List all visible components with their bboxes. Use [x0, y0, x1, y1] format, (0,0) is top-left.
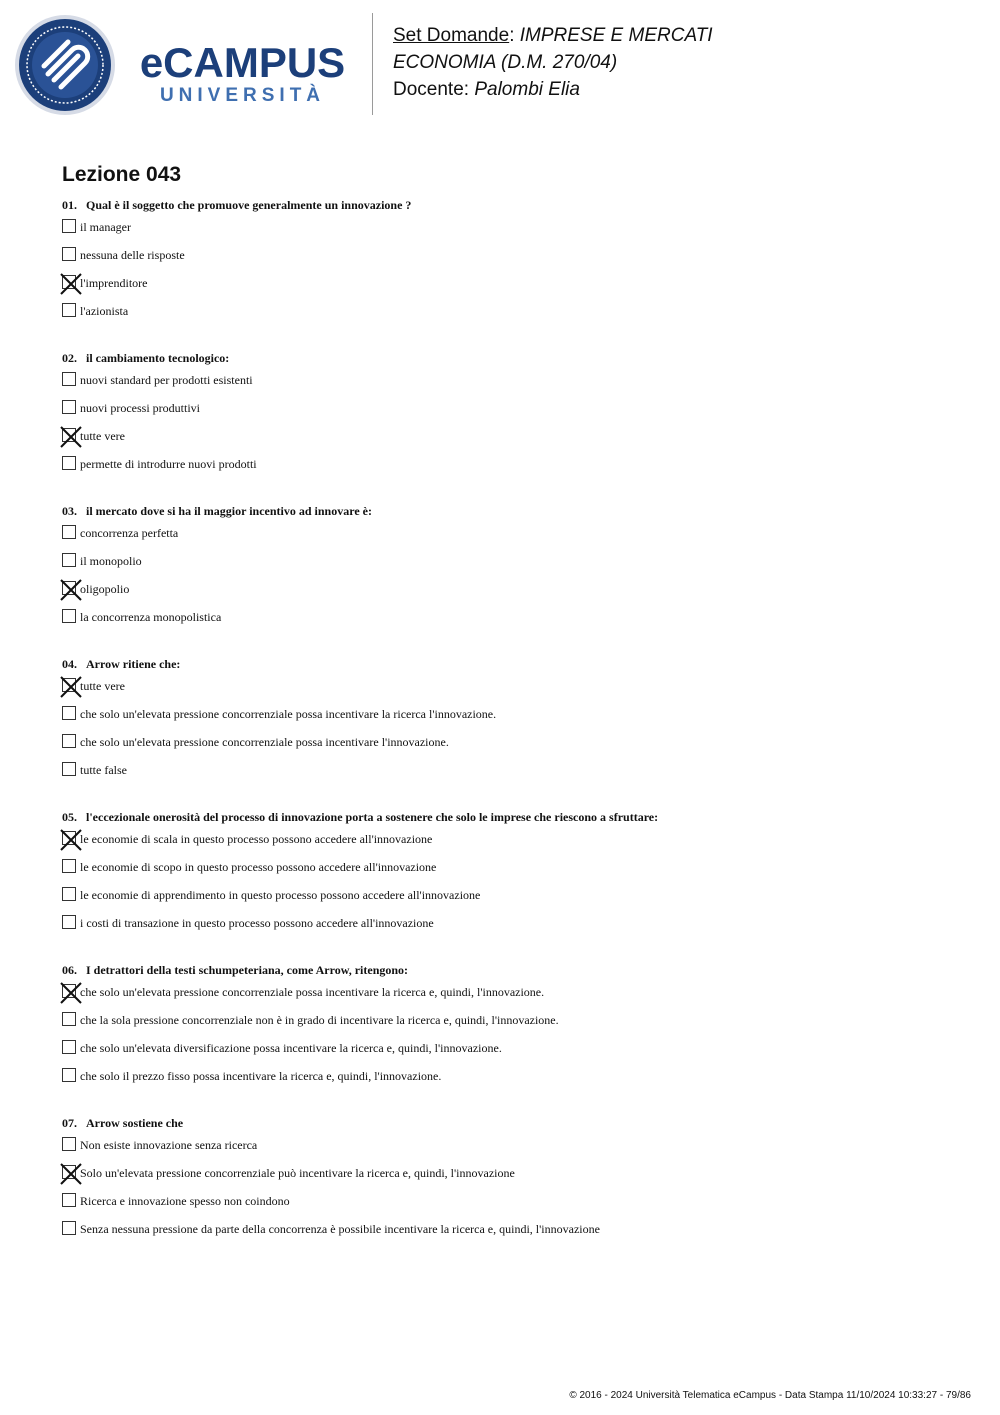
brand-name: eCAMPUS [139, 39, 346, 86]
answer-option[interactable] [62, 371, 962, 399]
option-label: che solo il prezzo fisso possa incentivare la ricerca e, quindi, l'innovazione. [80, 1069, 442, 1083]
option-label: nessuna delle risposte [80, 248, 185, 262]
option-label: che solo un'elevata pressione concorrenziale possa incentivare l'innovazione. [80, 735, 449, 749]
question-text [62, 502, 962, 520]
question-block [62, 655, 962, 789]
answer-option[interactable] [62, 580, 962, 608]
answer-option[interactable] [62, 399, 962, 427]
question-label: l'eccezionale onerosità del processo di innovazione porta a sostenere che solo le imprese che riescono a sfruttare: [86, 810, 659, 824]
question-label: I detrattori della testi schumpeteriana, come Arrow, ritengono: [86, 963, 409, 977]
question-text [62, 196, 962, 214]
answer-option[interactable] [62, 524, 962, 552]
checkbox[interactable] [62, 1068, 76, 1082]
question-text [62, 1114, 962, 1132]
cross-mark-icon [60, 1163, 82, 1185]
set-label: Set Domande [393, 25, 510, 46]
answer-option[interactable] [62, 1220, 962, 1248]
teacher-name: Palombi Elia [474, 79, 580, 100]
option-label: nuovi standard per prodotti esistenti [80, 373, 253, 387]
lesson-title: Lezione 043 [62, 163, 182, 186]
question-number: 06. [62, 963, 77, 977]
answer-option[interactable] [62, 552, 962, 580]
checkbox[interactable] [62, 609, 76, 623]
checkbox[interactable] [62, 553, 76, 567]
option-label: il monopolio [80, 554, 142, 568]
answer-option[interactable] [62, 246, 962, 274]
checkbox[interactable] [62, 219, 76, 233]
answer-option[interactable] [62, 830, 962, 858]
checked-checkbox[interactable] [62, 428, 76, 442]
question-text [62, 349, 962, 367]
answer-option[interactable] [62, 1039, 962, 1067]
brand-subtitle: UNIVERSITÀ [159, 85, 326, 106]
answer-option[interactable] [62, 302, 962, 330]
option-label: Senza nessuna pressione da parte della concorrenza è possibile incentivare la ricerca e, quindi, l'innovazione [80, 1222, 600, 1236]
question-number: 03. [62, 504, 77, 518]
question-label: il mercato dove si ha il maggior incentivo ad innovare è: [86, 504, 372, 518]
course-line [393, 49, 713, 76]
answer-option[interactable] [62, 705, 962, 733]
option-label: tutte vere [80, 679, 125, 693]
option-label: i costi di transazione in questo processo possono accedere all'innovazione [80, 916, 434, 930]
cross-mark-icon [60, 982, 82, 1004]
option-label: le economie di scala in questo processo possono accedere all'innovazione [80, 832, 433, 846]
checkbox[interactable] [62, 1012, 76, 1026]
checked-checkbox[interactable] [62, 275, 76, 289]
answer-option[interactable] [62, 1011, 962, 1039]
course-name: ECONOMIA (D.M. 270/04) [393, 52, 618, 73]
option-label: Non esiste innovazione senza ricerca [80, 1138, 258, 1152]
answer-option[interactable] [62, 677, 962, 705]
checkbox[interactable] [62, 706, 76, 720]
checkbox[interactable] [62, 734, 76, 748]
option-label: le economie di scopo in questo processo possono accedere all'innovazione [80, 860, 437, 874]
teacher-label: Docente [393, 79, 464, 100]
checked-checkbox[interactable] [62, 581, 76, 595]
option-label: l'imprenditore [80, 276, 148, 290]
page-footer: © 2016 - 2024 Università Telematica eCampus - Data Stampa 11/10/2024 10:33:27 - 79/86 [569, 1390, 971, 1401]
cross-mark-icon [60, 829, 82, 851]
checkbox[interactable] [62, 887, 76, 901]
question-list [62, 196, 962, 1267]
question-label: Arrow ritiene che: [86, 657, 181, 671]
option-label: Ricerca e innovazione spesso non coindono [80, 1194, 290, 1208]
question-number: 02. [62, 351, 77, 365]
question-block [62, 502, 962, 636]
checkbox[interactable] [62, 247, 76, 261]
checkbox[interactable] [62, 915, 76, 929]
brand-wordmark [130, 40, 355, 108]
cross-mark-icon [60, 426, 82, 448]
option-label: le economie di apprendimento in questo processo possono accedere all'innovazione [80, 888, 481, 902]
checkbox[interactable] [62, 762, 76, 776]
question-text [62, 961, 962, 979]
option-label: tutte false [80, 763, 127, 777]
checkbox[interactable] [62, 303, 76, 317]
question-label: Qual è il soggetto che promuove generalmente un innovazione ? [86, 198, 412, 212]
option-label: l'azionista [80, 304, 129, 318]
option-label: permette di introdurre nuovi prodotti [80, 457, 257, 471]
checkbox[interactable] [62, 372, 76, 386]
answer-option[interactable] [62, 733, 962, 761]
option-label: il manager [80, 220, 131, 234]
question-number: 07. [62, 1116, 77, 1130]
header-divider [372, 13, 373, 115]
answer-option[interactable] [62, 274, 962, 302]
answer-option[interactable] [62, 761, 962, 789]
question-label: Arrow sostiene che [86, 1116, 184, 1130]
option-label: che solo un'elevata pressione concorrenziale possa incentivare la ricerca e, quindi, l'innovazione. [80, 985, 545, 999]
checkbox[interactable] [62, 859, 76, 873]
checked-checkbox[interactable] [62, 1165, 76, 1179]
checkbox[interactable] [62, 1040, 76, 1054]
cross-mark-icon [60, 273, 82, 295]
question-block [62, 961, 962, 1095]
checkbox[interactable] [62, 1221, 76, 1235]
answer-option[interactable] [62, 983, 962, 1011]
question-text [62, 808, 962, 826]
question-block [62, 808, 962, 942]
cross-mark-icon [60, 676, 82, 698]
checkbox[interactable] [62, 456, 76, 470]
question-block [62, 196, 962, 330]
question-block [62, 1114, 962, 1248]
question-number: 01. [62, 198, 77, 212]
answer-option[interactable] [62, 914, 962, 942]
question-number: 05. [62, 810, 77, 824]
header-info [393, 22, 713, 103]
checked-checkbox[interactable] [62, 984, 76, 998]
answer-option[interactable] [62, 455, 962, 483]
answer-option[interactable] [62, 1164, 962, 1192]
answer-option[interactable] [62, 608, 962, 636]
checkbox[interactable] [62, 525, 76, 539]
option-label: che la sola pressione concorrenziale non è in grado di incentivare la ricerca e, quindi, l'innovazione. [80, 1013, 559, 1027]
cross-mark-icon [60, 579, 82, 601]
answer-option[interactable] [62, 427, 962, 455]
question-text [62, 655, 962, 673]
set-line: Set Domande: IMPRESE E MERCATI [393, 25, 713, 46]
option-label: la concorrenza monopolistica [80, 610, 222, 624]
checkbox[interactable] [62, 1193, 76, 1207]
answer-option[interactable] [62, 1192, 962, 1220]
question-number: 04. [62, 657, 77, 671]
answer-option[interactable] [62, 218, 962, 246]
checked-checkbox[interactable] [62, 831, 76, 845]
answer-option[interactable] [62, 858, 962, 886]
option-label: concorrenza perfetta [80, 526, 179, 540]
option-label: oligopolio [80, 582, 130, 596]
question-label: il cambiamento tecnologico: [86, 351, 230, 365]
question-block [62, 349, 962, 483]
answer-option[interactable] [62, 1067, 962, 1095]
checkbox[interactable] [62, 400, 76, 414]
answer-option[interactable] [62, 886, 962, 914]
option-label: Solo un'elevata pressione concorrenziale può incentivare la ricerca e, quindi, l'innovazione [80, 1166, 515, 1180]
option-label: che solo un'elevata pressione concorrenziale possa incentivare la ricerca l'innovazione. [80, 707, 497, 721]
set-value: IMPRESE E MERCATI [519, 25, 713, 46]
checked-checkbox[interactable] [62, 678, 76, 692]
option-label: che solo un'elevata diversificazione possa incentivare la ricerca e, quindi, l'innovazione. [80, 1041, 502, 1055]
teacher-line: Docente: Palombi Elia [393, 79, 580, 100]
option-label: nuovi processi produttivi [80, 401, 200, 415]
ecampus-seal-icon [14, 14, 116, 116]
checkbox[interactable] [62, 1137, 76, 1151]
option-label: tutte vere [80, 429, 125, 443]
answer-option[interactable] [62, 1136, 962, 1164]
